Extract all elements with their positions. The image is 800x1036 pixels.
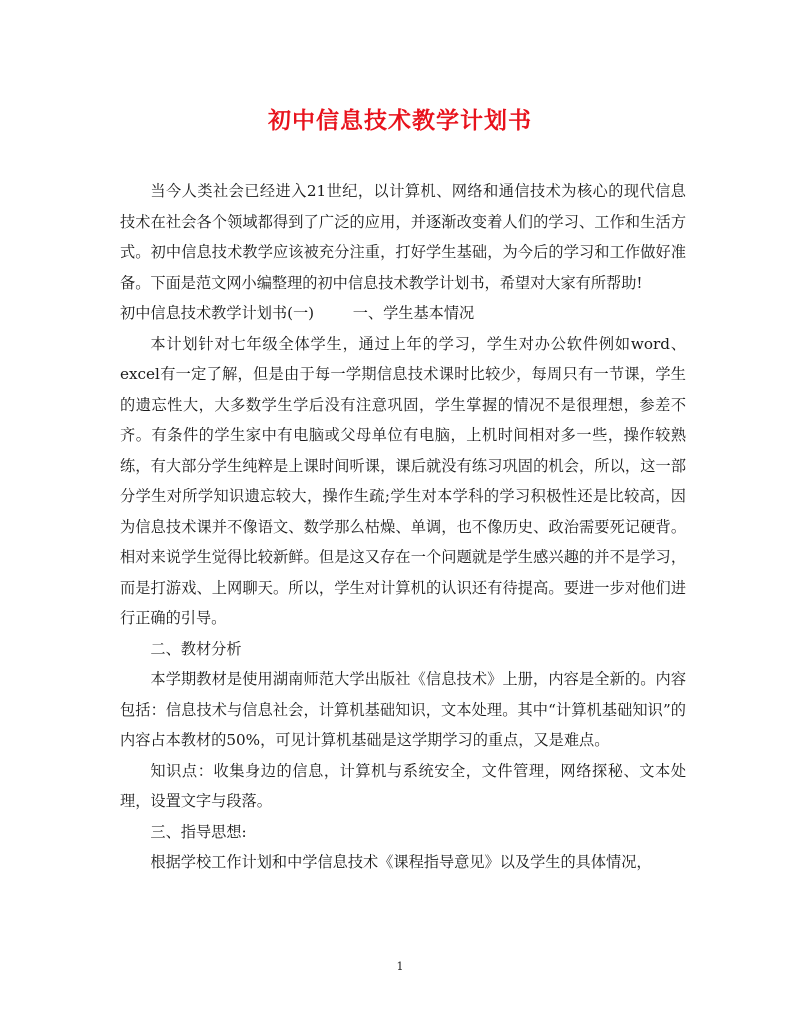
knowledge-points-paragraph: 知识点：收集身边的信息，计算机与系统安全，文件管理，网络探秘、文本处理，设置文字与段落。 <box>120 761 686 810</box>
intro-paragraph: 当今人类社会已经进入21世纪，以计算机、网络和通信技术为核心的现代信息技术在社会各个领域都得到了广泛的应用，并逐渐改变着人们的学习、工作和生活方式。初中信息技术教学应该被充分注重，打好学生基础，为今后的学习和工作做好准备。下面是范文网小编整理的初中信息技术教学计划书，希望对大家有所帮助! <box>120 182 686 292</box>
section-heading-plan-one: 初中信息技术教学计划书(一) 一、学生基本情况 <box>120 304 475 322</box>
section-heading-guiding-ideology: 三、指导思想: <box>150 822 247 841</box>
textbook-analysis-paragraph: 本学期教材是使用湖南师范大学出版社《信息技术》上册，内容是全新的。内容包括：信息技术与信息社会，计算机基础知识，文本处理。其中“计算机基础知识”的内容占本教材的50%，可见计算机基础是这学期学习的重点，又是难点。 <box>120 670 686 749</box>
document-title: 初中信息技术教学计划书 <box>268 107 532 134</box>
guiding-ideology-paragraph: 根据学校工作计划和中学信息技术《课程指导意见》以及学生的具体情况， <box>150 853 652 871</box>
student-situation-paragraph: 本计划针对七年级全体学生，通过上年的学习，学生对办公软件例如word、excel有一定了解，但是由于每一学期信息技术课时比较少，每周只有一节课，学生的遗忘性大，大多数学生学后没有注意巩固，学生掌握的情况不是很理想，参差不齐。有条件的学生家中有电脑或父母单位有电脑，上机时间相对多一些，操作较熟练，有大部分学生纯粹是上课时间听课，课后就没有练习巩固的机会，所以，这一部分学生对所学知识遗忘较大，操作生疏;学生对本学科的学习积极性还是比较高，因为信息技术课并不像语文、数学那么枯燥、单调，也不像历史、政治需要死记硬背。相对来说学生觉得比较新鲜。但是这又存在一个问题就是学生感兴趣的并不是学习，而是打游戏、上网聊天。所以，学生对计算机的认识还有待提高。要进一步对他们进行正确的引导。 <box>120 334 686 627</box>
section-heading-textbook-analysis: 二、教材分析 <box>150 639 242 658</box>
document-body <box>120 176 686 878</box>
page-number: 1 <box>396 960 404 973</box>
